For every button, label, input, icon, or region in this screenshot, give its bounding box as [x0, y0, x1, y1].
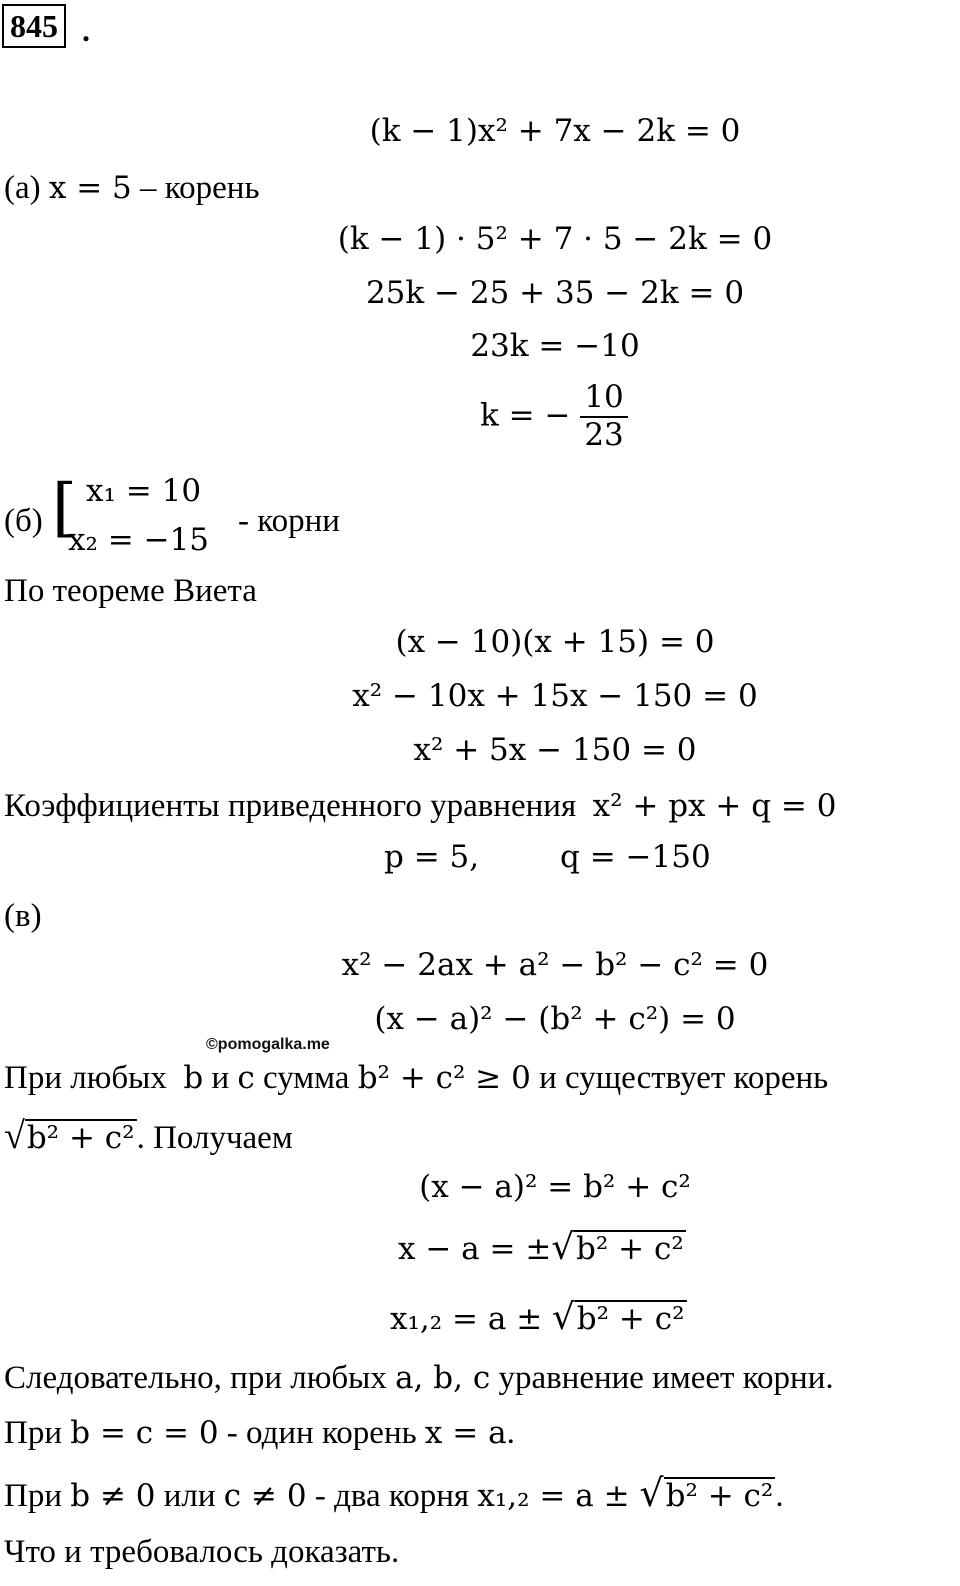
- step2-lhs: x − a = ±: [398, 1231, 552, 1267]
- and-word: и: [211, 1060, 230, 1096]
- part-a-fraction: [580, 380, 627, 452]
- case1-pre: При: [4, 1415, 62, 1451]
- step3-lhs: x₁,₂ = a ±: [390, 1301, 553, 1337]
- part-b-step-1: (x − 10)(x + 15) = 0: [395, 624, 715, 660]
- problem-number-dot: .: [82, 12, 90, 48]
- case2-end: .: [775, 1478, 784, 1514]
- system-bracket: [: [52, 471, 77, 545]
- sqrt-sign-icon: √: [552, 1297, 575, 1338]
- var-c: c: [237, 1060, 255, 1096]
- part-a-final-lhs: k = −: [480, 397, 571, 434]
- part-b-label: (б): [4, 503, 43, 539]
- case1-mid: - один корень: [226, 1415, 417, 1451]
- obtain-text: . Получаем: [136, 1120, 293, 1156]
- case2-root: x₁,₂ = a ±: [477, 1478, 640, 1514]
- part-b-roots-word: - корни: [238, 503, 340, 539]
- case2-b: b ≠ 0: [70, 1478, 156, 1514]
- fraction-denominator: 23: [584, 417, 624, 454]
- coef-q: q = −150: [560, 839, 711, 875]
- part-a-final: [480, 380, 628, 452]
- part-b-root-2: x₂ = −15: [68, 522, 210, 558]
- case2-mid: - два корня: [314, 1478, 470, 1514]
- coefficients-text: Коэффициенты приведенного уравнения: [4, 788, 577, 824]
- part-a-step-2: 25k − 25 + 35 − 2k = 0: [365, 275, 745, 311]
- case-1-line: [4, 1417, 515, 1450]
- part-b-step-2: x² − 10x + 15x − 150 = 0: [352, 678, 758, 714]
- conclusion-post: уравнение имеет корни.: [498, 1360, 834, 1396]
- part-c-label: (в): [4, 898, 42, 934]
- part-a-statement: [4, 172, 260, 205]
- case-2-line: [4, 1471, 784, 1515]
- part-b-step-3: x² + 5x − 150 = 0: [413, 732, 697, 768]
- conclusion-line: [4, 1362, 834, 1395]
- part-a-label: (а): [4, 170, 49, 206]
- sqrt-radicand: b² + c²: [26, 1120, 135, 1156]
- case2-pre: При: [4, 1478, 62, 1514]
- sum-expr: b² + c² ≥ 0: [357, 1060, 531, 1096]
- case2-or: или: [163, 1478, 216, 1514]
- fraction-numerator: 10: [580, 380, 627, 418]
- coefficients-line: [4, 790, 836, 823]
- part-c-step-1: (x − a)² = b² + c²: [419, 1169, 691, 1205]
- step3-radicand: b² + c²: [576, 1301, 685, 1337]
- part-c-step-3: [390, 1297, 687, 1338]
- part-a-step-3: 23k = −10: [470, 328, 640, 364]
- exists-text: и существует корень: [539, 1060, 829, 1096]
- part-b-root-1: x₁ = 10: [86, 473, 202, 509]
- any-b-c-line: [4, 1062, 828, 1095]
- case1-end: .: [506, 1415, 515, 1451]
- case1-root: x = a: [424, 1415, 507, 1451]
- sqrt-sign-icon: √: [639, 1471, 664, 1515]
- case1-cond: b = c = 0: [70, 1415, 219, 1451]
- any-text: При любых: [4, 1060, 167, 1096]
- part-c-eq-2: (x − a)² − (b² + c²) = 0: [374, 1001, 736, 1037]
- reduced-equation: x² + px + q = 0: [592, 788, 837, 824]
- conclusion-pre: Следовательно, при любых: [4, 1360, 387, 1396]
- case2-radicand: b² + c²: [665, 1478, 774, 1514]
- part-a-root-word: – корень: [131, 170, 260, 206]
- qed-text: Что и требовалось доказать.: [4, 1534, 400, 1570]
- part-a-root-expr: x = 5: [48, 170, 132, 206]
- sqrt-line: [4, 1115, 293, 1157]
- given-equation: (k − 1)x² + 7x − 2k = 0: [369, 113, 741, 149]
- part-a-step-1: (k − 1) · 5² + 7 · 5 − 2k = 0: [337, 221, 773, 257]
- vieta-text: По теореме Виета: [4, 573, 257, 609]
- part-c-eq-1: x² − 2ax + a² − b² − c² = 0: [341, 947, 769, 983]
- coef-p: p = 5,: [384, 839, 480, 875]
- sqrt-sign-icon: √: [4, 1115, 25, 1157]
- watermark: ©pomogalka.me: [206, 1036, 330, 1053]
- problem-number: 845: [2, 4, 66, 48]
- sqrt-sign-icon: √: [551, 1227, 575, 1268]
- conclusion-vars: a, b, c: [395, 1360, 491, 1396]
- sum-word: сумма: [262, 1060, 350, 1096]
- part-c-step-2: [398, 1227, 686, 1268]
- var-b: b: [183, 1060, 204, 1096]
- case2-c: c ≠ 0: [223, 1478, 307, 1514]
- step2-radicand: b² + c²: [576, 1231, 684, 1267]
